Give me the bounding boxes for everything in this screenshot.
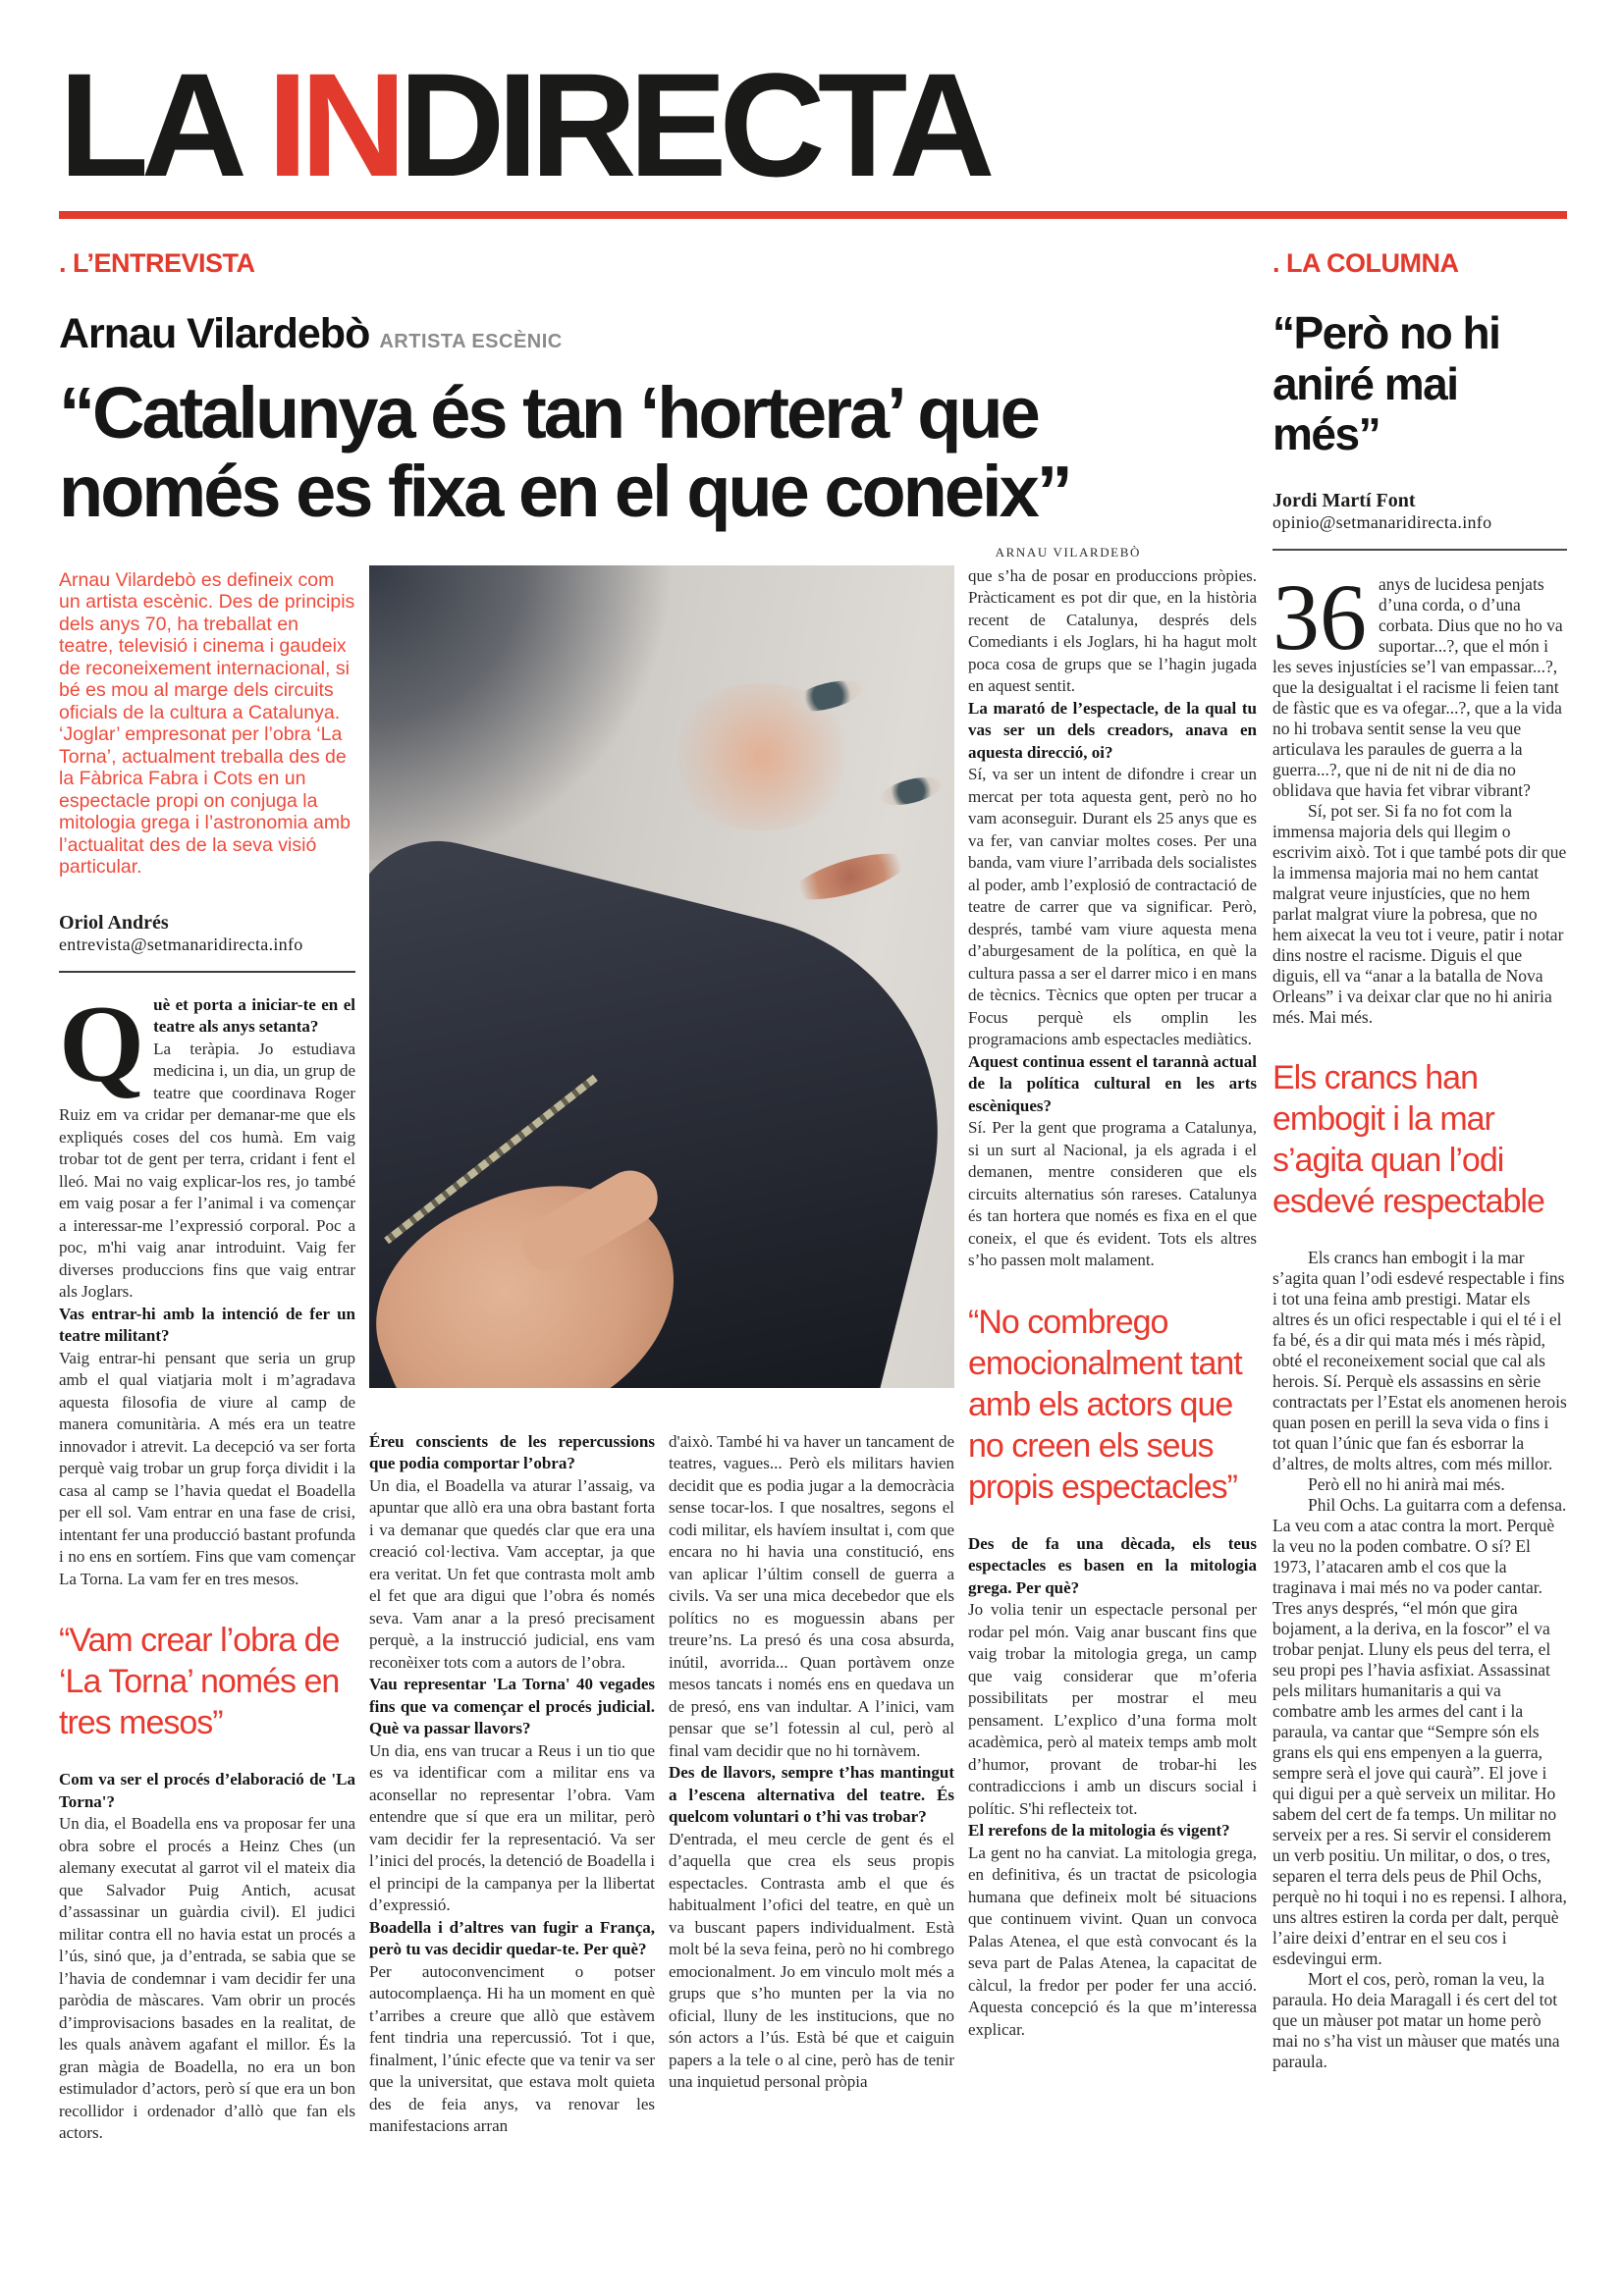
text-block-para: Sí, pot ser. Si fa no fot com la immensa majoria dels qui llegim o escrivim això. Tot i que també pots dir que la immensa majoria mai no hem cantat malgrat veure injustícies, que no hem parlat malgrat viure la pobresa, que no hem aixecat la veu tot i veure, patir i notar dins nostre el racisme. Diguis el que diguis, ell va “anar a la batalla de Nova Orleans” i va deixar clar que no hi aniria més. Mai més. bbox=[1272, 800, 1567, 1027]
column-2 bbox=[369, 1431, 655, 2138]
text-block-question: Des de llavors, sempre t’has mantingut a l’escena alternativa del teatre. És quelcom voluntari o t’hi vas trobar? bbox=[669, 1763, 954, 1827]
byline-rule bbox=[59, 971, 355, 973]
text-block-question: Aquest continua essent el tarannà actual de la política cultural en les arts escèniques? bbox=[968, 1051, 1257, 1115]
masthead-title bbox=[59, 42, 1567, 207]
text-block-para: Però ell no hi anirà mai més. bbox=[1308, 1473, 1505, 1494]
opinion-byline-rule bbox=[1272, 549, 1567, 551]
text-block-answer: Sí. Per la gent que programa a Catalunya, si un surt al Nacional, ja els agrada i el demanen, mentre consideren que els circuits alternatius són rareses. Catalunya és tan hortera que només es fixa en el que coneix, el que és evident. Tots els altres s’ho passen molt malament. bbox=[968, 1118, 1257, 1270]
intro-paragraph: Arnau Vilardebò es defineix com un artista escènic. Des de principis dels anys 70, ha treballat en teatre, televisió i cinema i gaudeix de reconeixement internacional, si bé es mou al marge dels circuits oficials de la cultura a Catalunya. ‘Joglar’ empresonat per l’obra ‘La Torna’, actualment treballa des de la Fàbrica Fabra i Cots en un espectacle propi on conjuga la mitologia grega i l’astronomia amb l’actualitat des de la seva visió particular. bbox=[59, 568, 355, 879]
text-block-answer: Jo volia tenir un espectacle personal per rodar pel món. Vaig anar buscant fins que vaig trobar la mitologia grega, un camp que vaig considerar que m’oferia possibilitats per mostrar el meu pensament. L’explico d’una forma molt acadèmica, però al mateix temps amb molt d’humor, provant de trobar-hi les contradiccions i amb un discurs social i polític. S'hi reflecteix tot. bbox=[968, 1600, 1257, 1818]
text-block-para: Els crancs han embogit i la mar s’agita quan l’odi esdevé respectable i fins i tot una feina amb prestigi. Matar els altres és un ofici respectable i qui el té i el fa bé, és a dir qui mata més i més ràpid, obté el reconeixement social que cal als herois. Sí. Perquè els assassins en sèrie contractats per l’Estat els anomenen herois quan posen en perill la seva vida o fins i tot quan l’únic que fan és esborrar la d’altres, de molts altres, com més millor. bbox=[1272, 1247, 1567, 1473]
interviewee-role: ARTISTA ESCÈNIC bbox=[379, 331, 563, 352]
text-block-question: La marató de l’espectacle, de la qual tu vas ser un dels creadors, anava en aquesta direcció, oi? bbox=[968, 698, 1257, 762]
byline bbox=[59, 912, 355, 955]
opinion-byline bbox=[1272, 490, 1567, 533]
text-block-question: Éreu conscients de les repercussions que podia comportar l’obra? bbox=[369, 1431, 655, 1473]
text-block-answer: La teràpia. Jo estudiava medicina i, un dia, un grup de teatre que coordinava Roger Ruiz em va cridar per demanar-me que els expliqués coses del cos humà. Em vaig trobar tot de gent per terra, cridant i fent el lleó. Mai no vaig explicar-los res, jo també em vaig posar a fer l’animal i va començar a interessar-me l’expressió corporal. Poc a poc, m'hi vaig anar introduint. Vaig fer diverses produccions fins que vaig entrar als Joglars. bbox=[59, 1039, 355, 1302]
section-label-entrevista: . L’ENTREVISTA bbox=[59, 248, 255, 278]
masthead-part-in: IN bbox=[267, 42, 400, 207]
column-3 bbox=[669, 1431, 954, 2138]
interview-section bbox=[59, 248, 1257, 2145]
opinion-column bbox=[1272, 248, 1567, 2145]
opinion-text bbox=[1272, 563, 1567, 2072]
photo-credit: ARNAU VILARDEBÒ bbox=[995, 544, 1141, 560]
text-block-question: Vau representar 'La Torna' 40 vegades fins que va començar el procés judicial. Què va passar llavors? bbox=[369, 1675, 655, 1738]
column-1 bbox=[59, 565, 355, 2145]
middle-columns bbox=[369, 565, 954, 2145]
opinion-email: opinio@setmanaridirecta.info bbox=[1272, 511, 1492, 532]
interviewee-name: Arnau Vilardebò bbox=[59, 310, 370, 357]
text-block-question: Què et porta a iniciar-te en el teatre als anys setanta? bbox=[59, 983, 355, 1105]
text-block-question: Boadella i d’altres van fugir a França, però tu vas decidir quedar-te. Per què? bbox=[369, 1917, 655, 1959]
text-block-answer: D'entrada, el meu cercle de gent és el d’aquella que crea els seus propis espectacles. Contrasta amb el que és habitualment l’ofici del teatre, en què un va buscant papers individualment. Està molt bé la seva feina, però no hi combrego emocionalment. Jo em vinculo molt més a grups que s’ho munten per la via no oficial, lluny de les institucions, que no són actors a l’ús. Està bé que et caiguin papers a la tele o al cine, però has de tenir una inquietud personal pròpia bbox=[669, 1829, 954, 2092]
text-block-answer: Vaig entrar-hi pensant que seria un grup amb el qual viatjaria molt i m’agradava aquesta filosofia de viure al camp de manera comunitària. A més era un teatre innovador i atrevit. La decepció va ser forta perquè vaig trobar un grup força dividit i la casa al camp se l’havia quedat el Boadella per ell sol. Vam entrar en una fase de crisi, intentant fer una producció bastant profunda i no ens en sortíem. Fins que vam començar La Torna. La vam fer en tres mesos. bbox=[59, 1348, 355, 1588]
masthead-part-directa: DIRECTA bbox=[399, 42, 988, 207]
text-block-answer: Un dia, el Boadella va aturar l’assaig, va apuntar que allò era una obra bastant forta i va demanar que quedés clar que era una creació col·lectiva. Vam acceptar, ja que era veritat. Un fet que contrasta molt amb el fet que ara digui que l’obra és només seva. Vam anar a la presó precisament perquè, a la instrucció judicial, ens vam reconèixer tots com a autors de l’obra. bbox=[369, 1475, 655, 1672]
dropcap: Q bbox=[59, 983, 145, 1105]
text-block-question: Vas entrar-hi amb la intenció de fer un teatre militant? bbox=[59, 1304, 355, 1346]
text-block-question: El rerefons de la mitologia és vigent? bbox=[968, 1821, 1230, 1841]
text-block-para-first: 36 anys de lucidesa penjats d’una corda, o d’una corbata. Dius que no ho va suportar...?, que el món i les seves injustícies se’l van empassar...?, que la desigualtat i el racisme li feien tant de fàstic que es va ofegar...?, que a la vida no hi trobava sentit sense la veu que articulava les paraules de guerra a la guerra...?, que ni de nit ni de dia no oblidava que havia fet vibrar vibrant? bbox=[1272, 563, 1563, 800]
opinion-author: Jordi Martí Font bbox=[1272, 489, 1416, 511]
text-block-answer: d'això. També hi va haver un tancament de teatres, vagues... Però els militars havien decidit que es podia jugar a la democràcia sense tocar-los. I que nosaltres, segons el codi militar, els havíem insultat i, com que encara no hi havia una constitució, ens van aplicar l’últim consell de guerra a civils. Va ser una mica decebedor que els polítics no es moguessin abans per treure’ns. La presó és una cosa absurda, inútil, avorrida... Quan portàvem onze mesos tancats i només ens en quedava un de presó, ens van indultar. A l’inici, vam pensar que se’l fotessin al cul, però al final vam decidir que no hi tornàvem. bbox=[669, 1431, 954, 1760]
text-block-pullquote: “No combrego emocionalment tant amb els actors que no creen els seus propis espectacles” bbox=[968, 1303, 1242, 1506]
byline-author: Oriol Andrés bbox=[59, 911, 169, 934]
text-block-answer: Sí, va ser un intent de difondre i crear un mercat per tota aquesta gent, però no ho vam aconseguir. Durant els 25 anys que es va fer, van canviar moltes coses. Per una banda, vam viure l’arribada dels socialistes al poder, amb l’explosió de contractació de teatre de carrer que va significar. Però, després, també vam viure aquesta mena d’aburgesament de la política, en què la cultura passa a ser el darrer mico i en mans de tècnics. Tècnics que opten per trucar a Focus perquè els omplin les programacions amb espectacles mediàtics. bbox=[968, 765, 1257, 1049]
section-label-columna: . LA COLUMNA bbox=[1272, 248, 1459, 278]
text-block-para: Phil Ochs. La guitarra com a defensa. La veu com a atac contra la mort. Perquè la veu no la poden combatre. O sí? El 1973, l’atacaren amb el cos que la traginava i mai més no va poder cantar. Tres anys després, “el món que gira bojament, a la deriva, en la foscor” el va trobar penjat. Lluny els peus del terra, el seu propi pes l’havia asfixiat. Assassinat pels militars humanitaris a qui va combatre amb les armes del cant i la paraula, va cantar que “Sempre són els grans els qui ens empenyen a la guerra, sempre serà el jove qui caurà”. El jove i qui digui per a què serveix un militar. Ho sabem del cert de fa temps. Un militar no serveix per a res. Si servir el considerem un verb positiu. Un militar, o dos, o tres, separen el terra dels peus de Phil Ochs, perquè no hi toqui i no es repensi. I alhora, uns altres estiren la corda per dalt, perquè l’aire deixi d’entrar en el seu cos i esdevingui erm. bbox=[1272, 1494, 1567, 1968]
text-block-answer: que s’ha de posar en produccions pròpies. Pràcticament es pot dir que, en la història recent de Catalunya, després dels Comediants i els Joglars, hi ha hagut molt poca cosa de grups que se l’hagin jugada en aquest sentit. bbox=[968, 565, 1257, 696]
dropcap: 36 bbox=[1272, 563, 1367, 669]
text-block-answer: Un dia, el Boadella ens va proposar fer una obra sobre el procés a Heinz Ches (un alemany executat al garrot vil el mateix dia que Salvador Puig Antich, acusat d’assassinar un guàrdia civil). El judici militar contra ell no havia estat un procés a l’ús, sinó que, ja d’entrada, se sabia que se l’havia de condemnar i vam decidir fer una paròdia de màscares. Vam obrir un procés d’improvisacions basades en la realitat, de les quals anàvem agafant el millor. És la gran màgia de Boadella, no era un bon estimulador d’actors, però sí que era un bon recollidor i ordenador d’allò que fan els actors. bbox=[59, 1814, 355, 2143]
opinion-title: “Però no hi aniré mai més” bbox=[1272, 307, 1500, 460]
masthead bbox=[59, 42, 1567, 207]
text-block-answer: Un dia, ens van trucar a Reus i un tio que es va identificar com a militar ens va aconsellar no representar l’obra. Vam entendre que sí que era un militar, però vam decidir fer la representació. Va ser l’inici del procés, la detenció de Boadella i el principi de la campanya per la llibertat d’expressió. bbox=[369, 1740, 655, 1915]
headline: “Catalunya és tan ‘hortera’ que només es fixa en el que coneix” bbox=[59, 372, 1070, 532]
text-block-answer: Per autoconvenciment o potser autocomplaença. Hi ha un moment en què t’arribes a creure que allò que estàvem fent tindria una repercussió. Tot i que, finalment, l’únic efecte que va tenir va ser que la universitat, que estava molt quieta des de feia anys, va renovar les manifestacions arran bbox=[369, 1961, 655, 2136]
text-block-pullquote: “Vam crear l’obra de ‘La Torna’ només en tres mesos” bbox=[59, 1622, 340, 1742]
text-block-answer: La gent no ha canviat. La mitologia grega, en definitiva, és un tractat de psicologia humana que defineix molt bé situacions que continuem vivint. Quan un convoca Palas Atenea, el que està convocant és la seva part de Palas Atenea, la capacitat de càlcul, la fredor per poder fer una acció. Aquesta concepció és la que m’interessa explicar. bbox=[968, 1842, 1257, 2039]
text-block-para: Mort el cos, però, roman la veu, la paraula. Ho deia Maragall i és cert del tot que un màuser pot matar un home però mai no s’ha vist un màuser que matés una paraula. bbox=[1272, 1968, 1560, 2071]
masthead-part-la: LA bbox=[59, 42, 268, 207]
text-block-question: Des de fa una dècada, els teus espectacles es basen en la mitologia grega. Per què? bbox=[968, 1533, 1257, 1597]
text-block-subhead: Els crancs han embogit i la mar s’agita quan l’odi esdevé respectable bbox=[1272, 1058, 1544, 1220]
column-1-text bbox=[59, 983, 355, 2145]
masthead-rule bbox=[59, 211, 1567, 219]
byline-email: entrevista@setmanaridirecta.info bbox=[59, 934, 303, 954]
column-4 bbox=[968, 565, 1257, 2145]
interview-body bbox=[59, 565, 1257, 2145]
text-block-question: Com va ser el procés d’elaboració de 'La Torna'? bbox=[59, 1770, 355, 1811]
portrait-photo bbox=[369, 565, 954, 1388]
interviewee-name-line bbox=[59, 310, 1257, 358]
